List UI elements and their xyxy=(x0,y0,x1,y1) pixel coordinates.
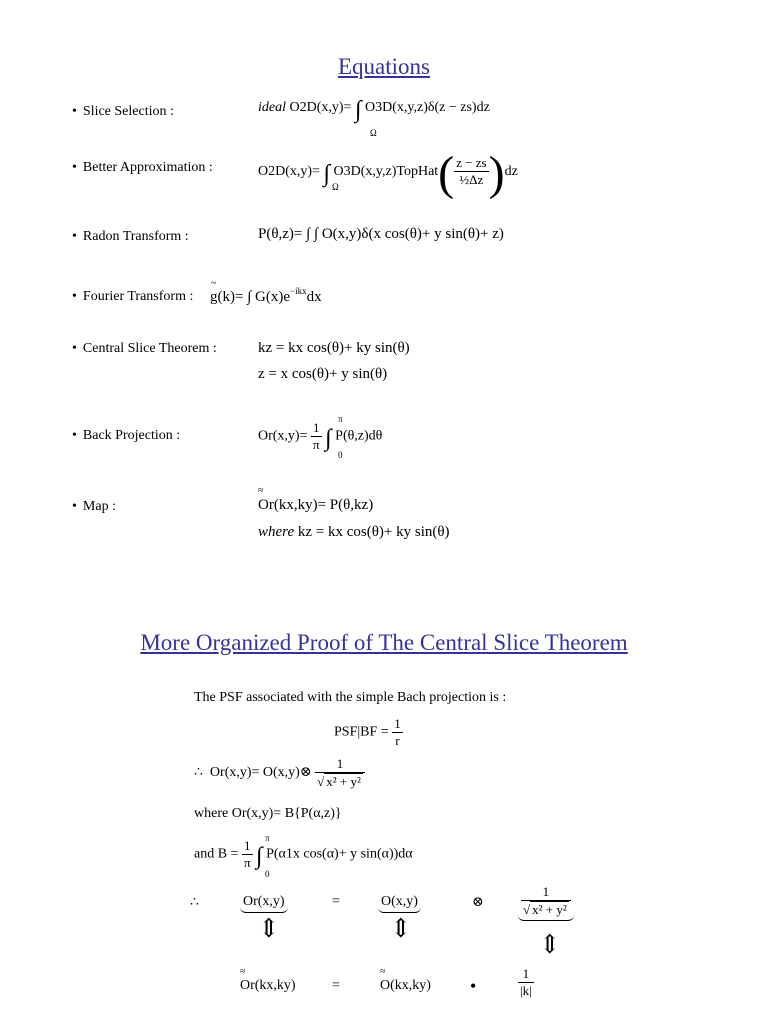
bullet-central-slice-theorem xyxy=(72,341,217,357)
fraction-denominator: π xyxy=(243,855,251,870)
updown-arrow-icon: ⇕ xyxy=(539,930,561,959)
eq-back-projection xyxy=(258,420,382,453)
bullet-dot: • xyxy=(72,160,77,175)
row1-equals: = xyxy=(332,894,340,909)
fraction-denominator: π xyxy=(313,437,320,452)
therefore-symbol: ∴ xyxy=(194,765,203,781)
fraction-denominator: |k| xyxy=(520,983,532,998)
bullet-slice-selection xyxy=(72,104,174,120)
where-eq: Or(x,y)= B{P(α,z)} xyxy=(231,806,342,821)
bullet-dot: • xyxy=(72,289,77,304)
left-paren: ( xyxy=(438,147,455,200)
bullet-better-approximation xyxy=(72,160,213,176)
omega-label: Ω xyxy=(370,128,377,138)
eq-map-where: kz = kx cos(θ)+ ky sin(θ) xyxy=(297,524,450,540)
bullet-dot: • xyxy=(72,428,77,443)
row1-lhs xyxy=(240,894,288,913)
bullet-label: Map : xyxy=(82,499,116,514)
psf-equation xyxy=(334,716,403,749)
row2-lhs xyxy=(240,978,296,994)
eq-map-main: ≈ Or(kx,ky)= P(θ,kz) xyxy=(258,497,373,513)
eq-back-lhs: Or(x,y)= xyxy=(258,428,308,444)
eq-map-2 xyxy=(258,524,450,541)
bullet-fourier-transform xyxy=(72,289,193,305)
row1-operator: ⊗ xyxy=(472,895,484,910)
fraction-denominator: √ x² + y² xyxy=(523,902,567,917)
eq-back-rhs: P(θ,z)dθ xyxy=(335,428,383,444)
equations-heading: Equations xyxy=(338,54,430,79)
eq-better-dz: dz xyxy=(504,164,518,179)
row1-middle xyxy=(378,894,421,913)
updown-arrow-icon: ⇕ xyxy=(258,914,280,943)
rhs-fraction xyxy=(521,884,571,918)
eq-slice-selection xyxy=(258,98,490,122)
integral-sign: ∫ xyxy=(325,425,332,452)
eq-better-rhs: O3D(x,y,z)TopHat xyxy=(333,164,439,179)
bullet-dot: • xyxy=(72,229,77,244)
conv-lhs: Or(x,y)= O(x,y)⊗ xyxy=(209,765,312,781)
row2-operator: • xyxy=(470,976,477,996)
fraction-numerator: 1 xyxy=(315,756,365,773)
row1-rhs xyxy=(518,884,574,921)
one-over-pi xyxy=(242,838,253,871)
bullet-label: Better Approximation : xyxy=(82,160,213,175)
integral-sign: ∫ xyxy=(323,161,331,187)
eq-better-approximation xyxy=(258,146,518,201)
row1-therefore: ∴ xyxy=(190,895,199,910)
and-eq-post: P(α1x cos(α)+ y sin(α))dα xyxy=(266,846,413,862)
bullet-map xyxy=(72,499,116,515)
eq-ideal-label: ideal xyxy=(258,100,286,115)
and-label: and xyxy=(194,846,215,862)
bullet-dot: • xyxy=(72,499,77,514)
where-label: where xyxy=(194,806,229,821)
bullet-label: Fourier Transform : xyxy=(82,289,194,304)
braced-term xyxy=(518,884,574,921)
eq-slice-lhs: O2D(x,y)= xyxy=(289,100,352,115)
where-label: where xyxy=(258,524,295,540)
fraction-denominator: √ x² + y² xyxy=(317,774,361,789)
psf-fraction xyxy=(392,716,403,749)
rhs-fraction xyxy=(518,966,534,999)
fraction-numerator: 1 xyxy=(242,838,253,855)
psf-lhs: PSF|BF = xyxy=(334,724,389,740)
fraction-numerator: 1 xyxy=(521,884,571,901)
row2-middle xyxy=(380,978,431,994)
one-over-pi xyxy=(311,420,322,453)
and-eq-pre: B = xyxy=(217,846,239,862)
eq-slice-rhs: O3D(x,y,z)δ(z − zs)dz xyxy=(365,100,490,115)
eq-central-1: kz = kx cos(θ)+ ky sin(θ) xyxy=(258,340,410,356)
proof-intro: The PSF associated with the simple Bach projection is : xyxy=(194,690,507,705)
omega-label: Ω xyxy=(332,182,339,192)
eq-map-1 xyxy=(258,497,373,514)
upper-limit: π xyxy=(338,414,343,424)
bullet-dot: • xyxy=(72,104,77,119)
sqrt-content: x² + y² xyxy=(532,902,567,917)
row2-rhs xyxy=(518,966,534,999)
integral-sign: ∫ xyxy=(354,97,362,123)
braced-term: Or(x,y) xyxy=(240,894,288,913)
eq-fourier xyxy=(210,286,322,306)
convolution-equation xyxy=(194,756,365,790)
fraction-denominator: ½Δz xyxy=(459,172,484,188)
proof-heading: More Organized Proof of The Central Slice Theorem xyxy=(140,630,628,655)
bullet-radon-transform xyxy=(72,229,189,245)
fraction-numerator: 1 xyxy=(394,716,401,731)
where-equation xyxy=(194,806,342,822)
fourier-term: ≈ O(kx,ky) xyxy=(380,978,431,993)
bullet-label: Slice Selection : xyxy=(82,104,174,119)
right-paren: ) xyxy=(488,147,505,200)
lower-limit: 0 xyxy=(265,869,270,879)
eq-better-lhs: O2D(x,y)= xyxy=(258,164,320,179)
bullet-label: Central Slice Theorem : xyxy=(82,341,217,356)
bullet-label: Back Projection : xyxy=(82,428,181,443)
eq-fourier-dx: dx xyxy=(306,289,322,305)
fraction-numerator: 1 xyxy=(518,966,534,983)
integral-sign: ∫ xyxy=(256,843,263,870)
eq-central-2: z = x cos(θ)+ y sin(θ) xyxy=(258,366,388,382)
fraction-numerator: z − zs xyxy=(456,155,487,171)
fraction-numerator: 1 xyxy=(311,420,322,437)
bullet-label: Radon Transform : xyxy=(82,229,189,244)
bullet-back-projection xyxy=(72,428,180,444)
eq-fourier-main: ~ g(k)= ∫ G(x)e xyxy=(210,289,290,305)
upper-limit: π xyxy=(265,833,270,843)
fraction-denominator: r xyxy=(395,733,400,748)
bullet-dot: • xyxy=(72,341,77,356)
fourier-term: ≈ Or(kx,ky) xyxy=(240,978,296,993)
tophat-fraction xyxy=(454,155,488,188)
lower-limit: 0 xyxy=(338,450,343,460)
and-equation xyxy=(194,838,413,871)
braced-term: O(x,y) xyxy=(378,894,421,913)
eq-radon: P(θ,z)= ∫ ∫ O(x,y)δ(x cos(θ)+ y sin(θ)+ z) xyxy=(258,226,504,242)
eq-fourier-exponent: −ikx xyxy=(290,286,307,296)
row2-equals: = xyxy=(332,978,340,993)
updown-arrow-icon: ⇕ xyxy=(390,914,412,943)
conv-fraction xyxy=(315,756,365,790)
sqrt-content: x² + y² xyxy=(326,774,361,789)
